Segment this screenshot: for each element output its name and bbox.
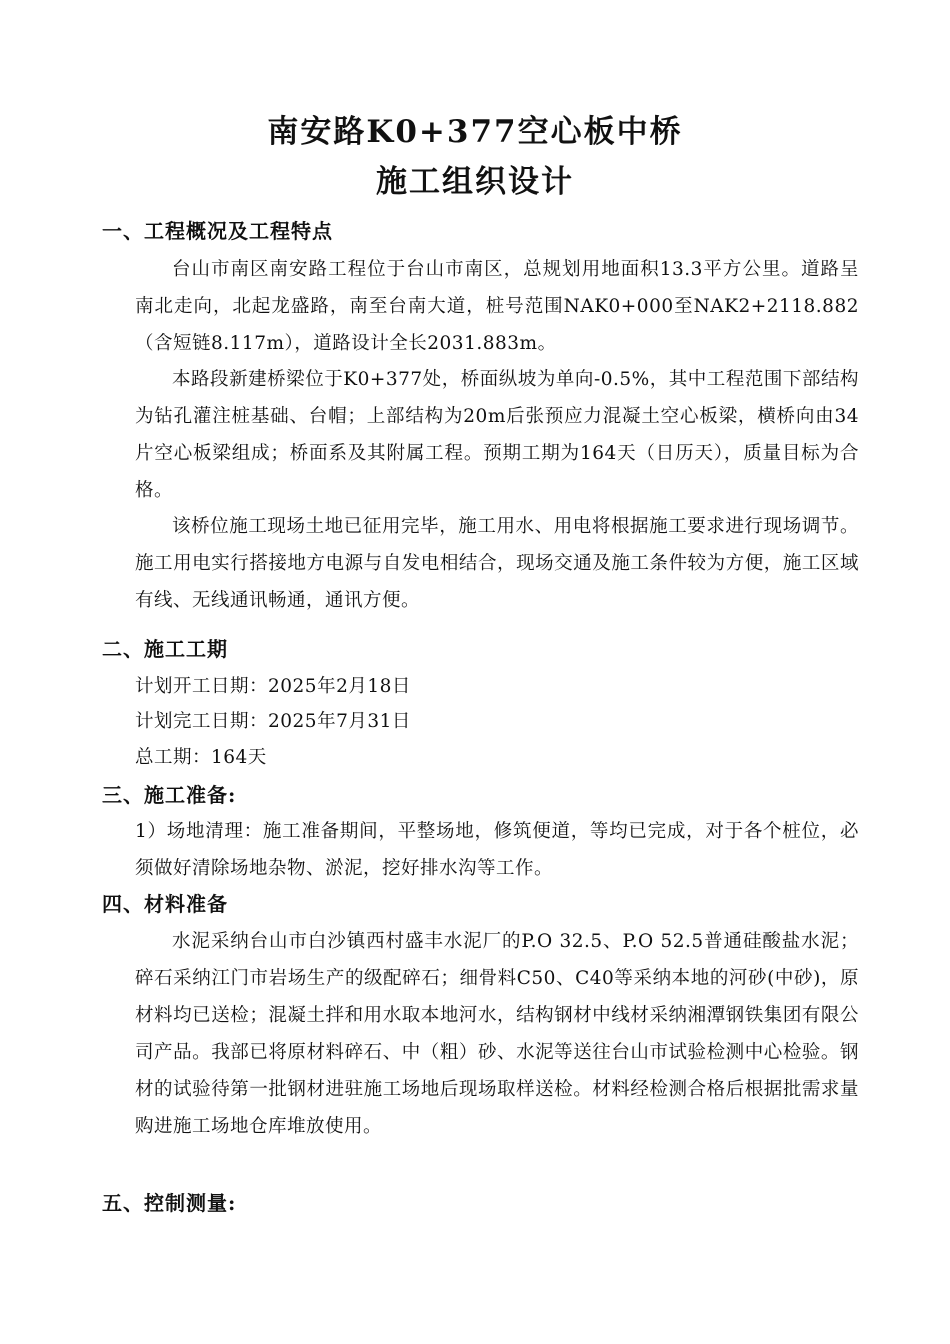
planned-end-date: 计划完工日期：2025年7月31日 xyxy=(135,711,411,732)
section-1-paragraph-3: 该桥位施工现场土地已征用完毕，施工用水、用电将根据施工要求进行现场调节。施工用电实行搭接地方电源与自发电相结合，现场交通及施工条件较为方便，施工区域有线、无线通讯畅通，通讯方便。 xyxy=(135,516,859,611)
planned-start-date: 计划开工日期：2025年2月18日 xyxy=(135,676,411,697)
document-title-line-1: 南安路K0+377空心板中桥 xyxy=(267,114,683,150)
section-4-heading: 四、材料准备 xyxy=(102,892,228,916)
section-1-heading: 一、工程概况及工程特点 xyxy=(102,219,333,243)
section-3-heading: 三、施工准备: xyxy=(102,783,237,807)
section-1-paragraph-2: 本路段新建桥梁位于K0+377处，桥面纵坡为单向-0.5%，其中工程范围下部结构为钻孔灌注桩基础、台帽；上部结构为20m后张预应力混凝土空心板梁，横桥向由34片空心板梁组成；桥面系及其附属工程。预期工期为164天（日历天），质量目标为合格。 xyxy=(135,369,859,501)
section-5-heading: 五、控制测量: xyxy=(102,1191,237,1215)
document-title-line-2: 施工组织设计 xyxy=(376,164,574,200)
section-4-paragraph-1: 水泥采纳台山市白沙镇西村盛丰水泥厂的P.O 32.5、P.O 52.5普通硅酸盐水泥；碎石采纳江门市岩场生产的级配碎石；细骨料C50、C40等采纳本地的河砂(中砂)，原材料均已送检；混凝土拌和用水取本地河水，结构钢材中线材采纳湘潭钢铁集团有限公司产品。我部已将原材料碎石、中（粗）砂、水泥等送往台山市试验检测中心检验。钢材的试验待第一批钢材进驻施工场地后现场取样送检。材料经检测合格后根据批需求量购进施工场地仓库堆放使用。 xyxy=(135,931,859,1137)
total-duration: 总工期：164天 xyxy=(135,747,267,768)
section-3-paragraph-1: 1）场地清理：施工准备期间，平整场地，修筑便道，等均已完成，对于各个桩位，必须做好清除场地杂物、淤泥，挖好排水沟等工作。 xyxy=(135,821,859,879)
section-2-heading: 二、施工工期 xyxy=(102,637,228,661)
section-1-paragraph-1: 台山市南区南安路工程位于台山市南区，总规划用地面积13.3平方公里。道路呈南北走向，北起龙盛路，南至台南大道，桩号范围NAK0+000至NAK2+2118.882（含短链8.117m），道路设计全长2031.883m。 xyxy=(135,259,859,354)
